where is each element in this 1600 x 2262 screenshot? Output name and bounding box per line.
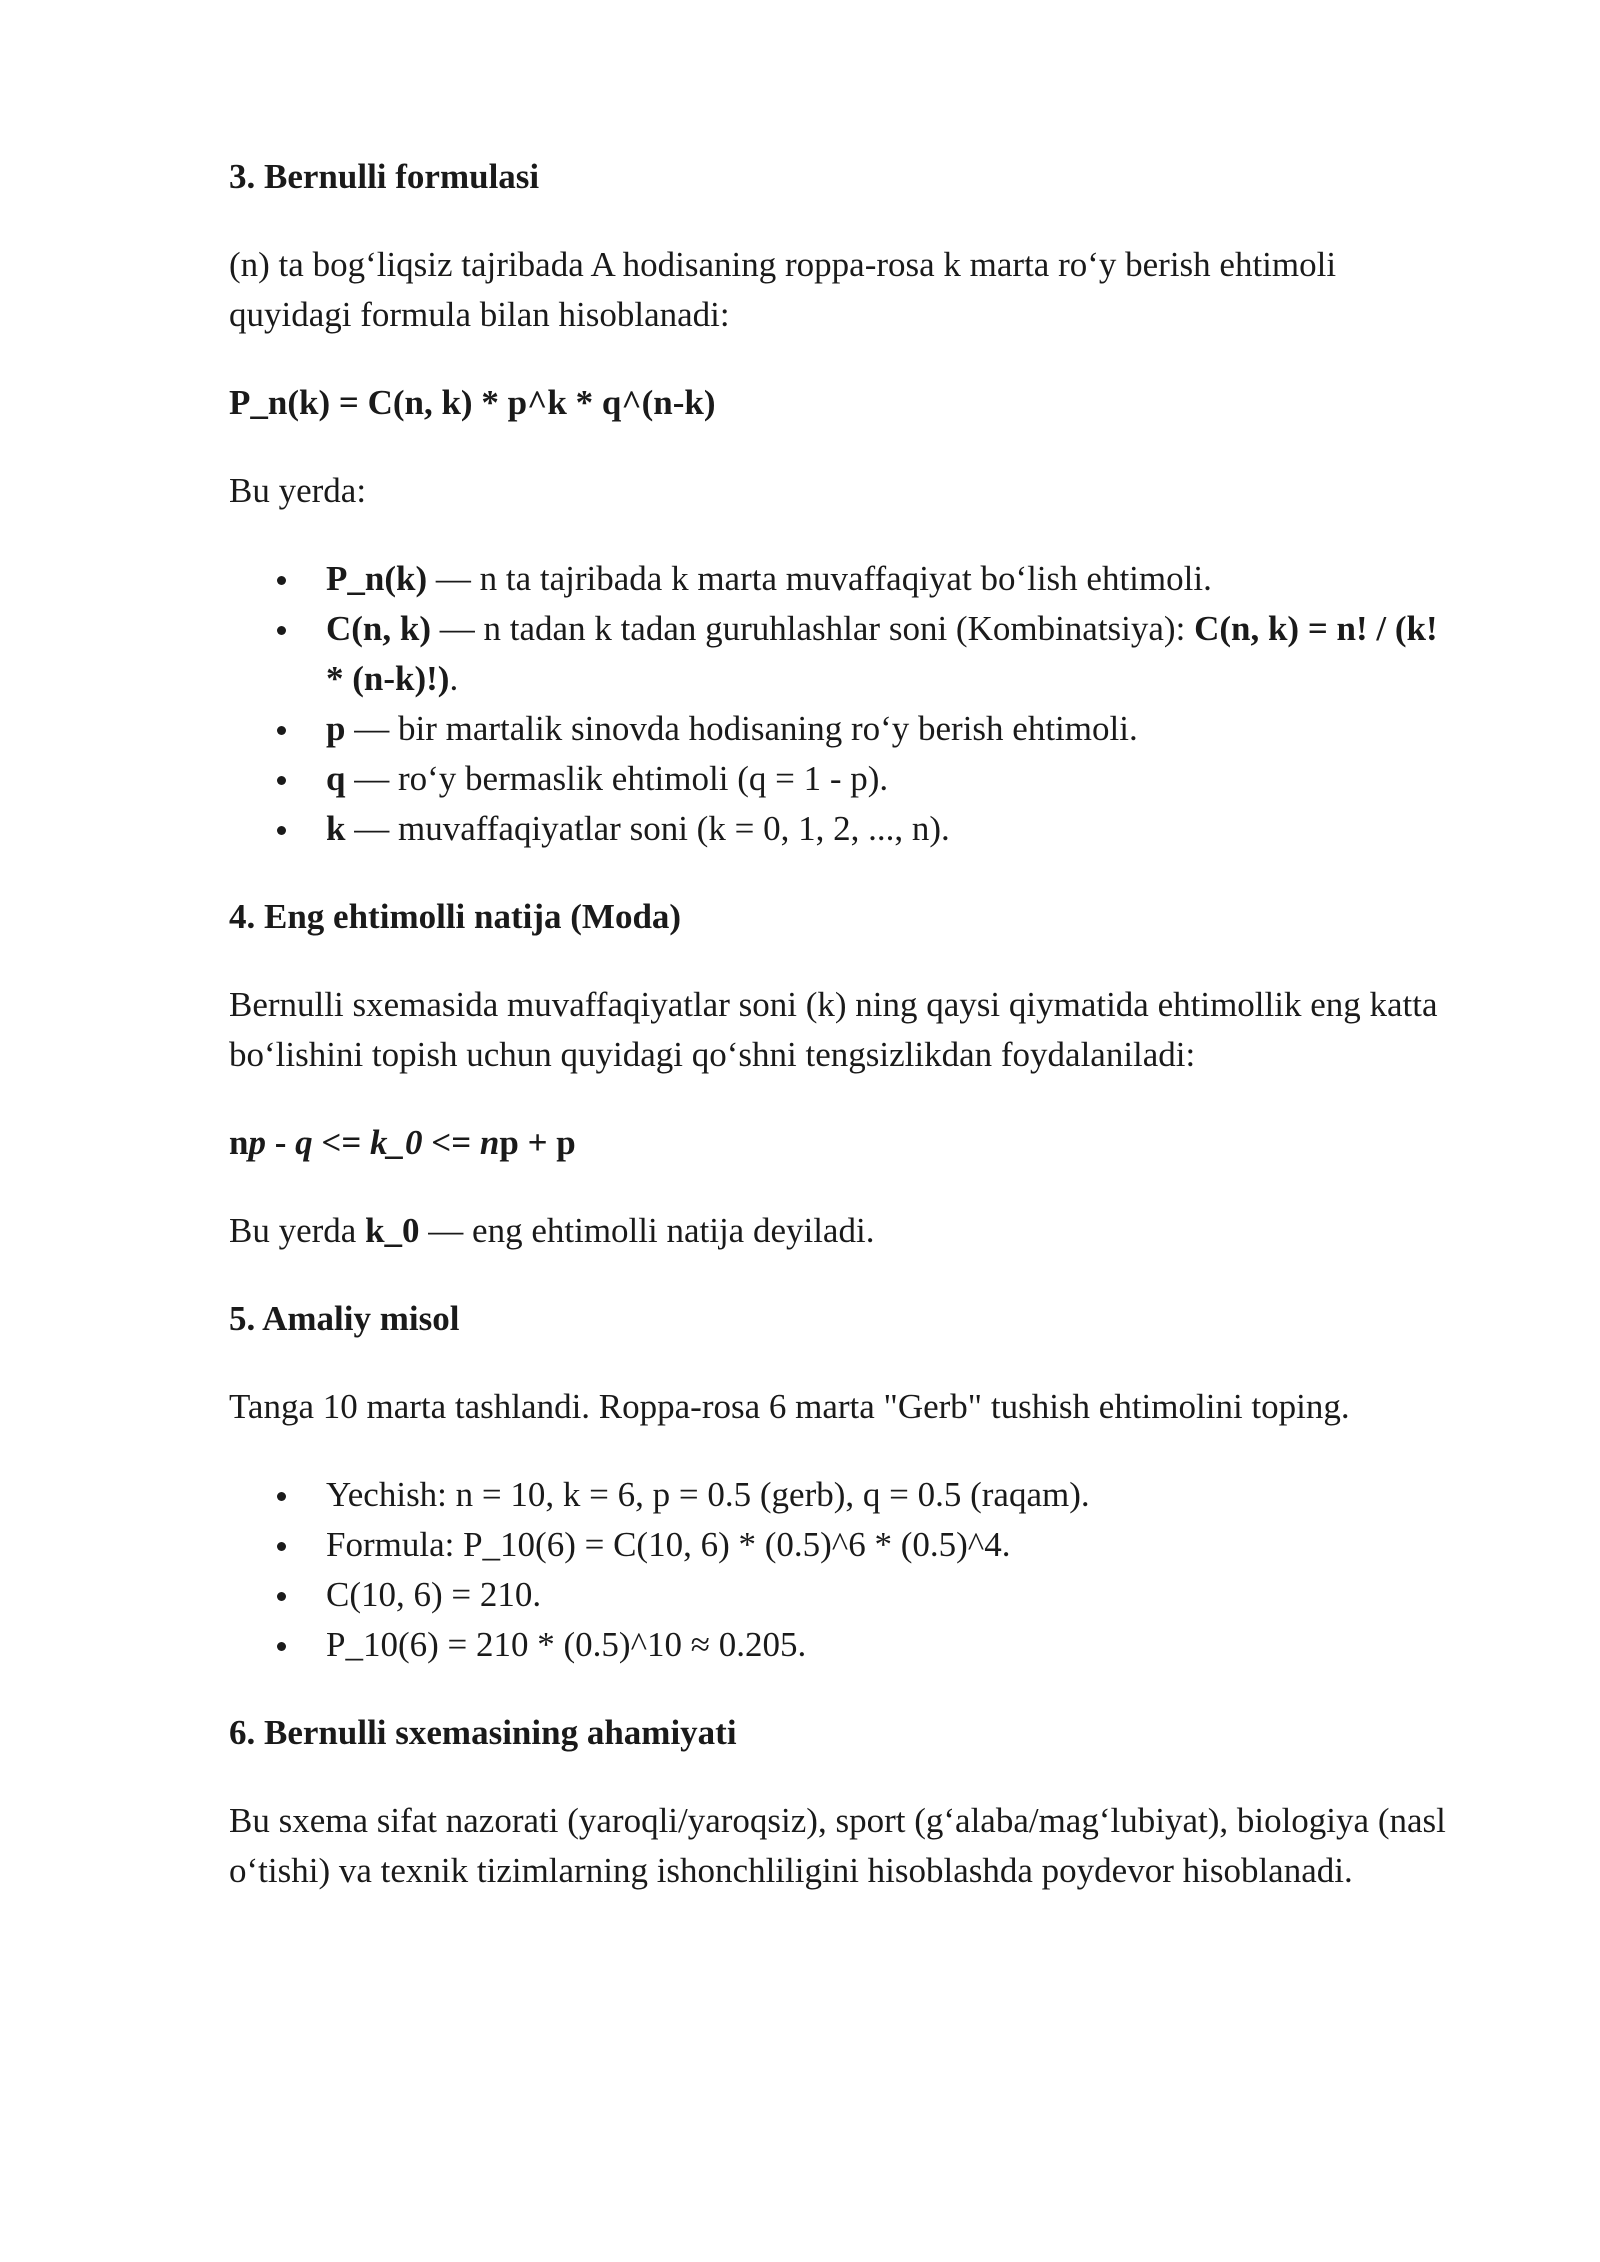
term-desc: — ro‘y bermaslik ehtimoli (q = 1 - p).: [345, 759, 889, 798]
solution-list: [229, 1470, 1460, 1670]
where-label: Bu yerda:: [229, 471, 367, 510]
combination-formula: C(n, k) = n! / (k! * (n-k)!): [326, 609, 1438, 698]
mode-note: Bu yerda k_0 — eng ehtimolli natija deyiladi.: [229, 1211, 875, 1250]
list-item: [229, 754, 1460, 804]
bullet-icon: [277, 1592, 286, 1601]
bullet-icon: [277, 726, 286, 735]
formula-terms-list: [229, 554, 1460, 854]
bullet-icon: [277, 626, 286, 635]
bullet-icon: [277, 576, 286, 585]
section-3-heading: 3. Bernulli formulasi: [229, 157, 540, 196]
mode-inequality: np - q <= k_0 <= np + p: [229, 1123, 576, 1162]
term-desc: — n tadan k tadan guruhlashlar soni (Kombinatsiya):: [431, 609, 1195, 648]
bullet-icon: [277, 1642, 286, 1651]
section-4-intro: Bernulli sxemasida muvaffaqiyatlar soni (k) ning qaysi qiymatida ehtimollik eng katta bo‘lishini topish uchun quyidagi qo‘shni tengsizlikdan foydalaniladi:: [229, 985, 1438, 1074]
list-item: [229, 804, 1460, 854]
bullet-icon: [277, 1542, 286, 1551]
list-item: P_10(6) = 210 * (0.5)^10 ≈ 0.205.: [229, 1620, 1460, 1670]
list-item: [229, 554, 1460, 604]
list-item: [229, 704, 1460, 754]
section-5-intro: Tanga 10 marta tashlandi. Roppa-rosa 6 marta "Gerb" tushish ehtimolini toping.: [229, 1387, 1350, 1426]
list-item: [229, 604, 1460, 704]
term-desc: — bir martalik sinovda hodisaning ro‘y berish ehtimoli.: [345, 709, 1138, 748]
term: p: [326, 709, 346, 748]
section-6-heading: 6. Bernulli sxemasining ahamiyati: [229, 1713, 737, 1752]
list-item: C(10, 6) = 210.: [229, 1570, 1460, 1620]
list-item: Formula: P_10(6) = C(10, 6) * (0.5)^6 * (0.5)^4.: [229, 1520, 1460, 1570]
bullet-icon: [277, 776, 286, 785]
term-desc: — n ta tajribada k marta muvaffaqiyat bo‘lish ehtimoli.: [427, 559, 1212, 598]
term: q: [326, 759, 346, 798]
bullet-icon: [277, 1492, 286, 1501]
section-6-text: Bu sxema sifat nazorati (yaroqli/yaroqsiz), sport (g‘alaba/mag‘lubiyat), biologiya (nasl o‘tishi) va texnik tizimlarning ishonchliligini hisoblashda poydevor hisoblanadi.: [229, 1801, 1446, 1890]
term: C(n, k): [326, 609, 432, 648]
list-item: Yechish: n = 10, k = 6, p = 0.5 (gerb), q = 0.5 (raqam).: [229, 1470, 1460, 1520]
section-4-heading: 4. Eng ehtimolli natija (Moda): [229, 897, 682, 936]
section-5-heading: 5. Amaliy misol: [229, 1299, 460, 1338]
term-desc: — muvaffaqiyatlar soni (k = 0, 1, 2, ..., n).: [345, 809, 950, 848]
bernoulli-formula: P_n(k) = C(n, k) * p^k * q^(n-k): [229, 383, 716, 422]
section-3-intro: (n) ta bog‘liqsiz tajribada A hodisaning roppa-rosa k marta ro‘y berish ehtimoli quyidagi formula bilan hisoblanadi:: [229, 245, 1337, 334]
term: P_n(k): [326, 559, 428, 598]
term-tail: .: [449, 659, 459, 698]
term: k: [326, 809, 346, 848]
bullet-icon: [277, 826, 286, 835]
